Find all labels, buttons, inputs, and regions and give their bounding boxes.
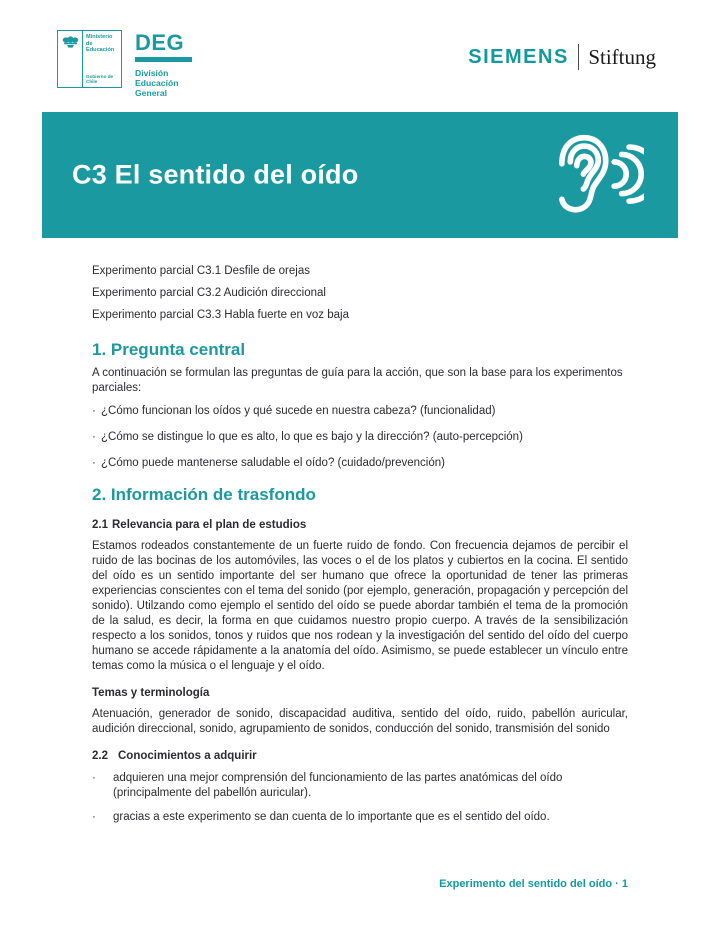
subsection-2-1-paragraph: Estamos rodeados constantemente de un fuerte ruido de fondo. Con frecuencia dejamos de percibir el ruido de las bocinas de los automóviles, las voces o el de los platos y cubiertos en la cocina. El sentido del oído es un sentido importante del ser humano que ofrece la oportunidad de tener las primeras experiencias conscientes con el tema del sonido (por ejemplo, generación, propagación y percepción del sonido). Utilzando como ejemplo el sentido del oído se puede abordar también el tema de la promoción de la salud, es decir, la forma en que cuidamos nuestro propio cuerpo. A través de la sensibilización respecto a los sonidos, tonos y ruidos que nos rodean y la investigación del sentido del oído del cuerpo humano se accede rápidamente a la anatomía del oído. Asimismo, se puede establecer un vínculo entre temas como la música o el lenguaje y el oído. [92,540,628,672]
deg-division-label [135,68,192,98]
bullet-marker: · [92,431,96,443]
deg-label-line3: General [135,87,168,98]
logo-divider [578,44,580,70]
title-banner [42,112,678,238]
question-text: ¿Cómo funcionan los oídos y qué sucede en nuestra cabeza? (funcionalidad) [101,405,496,417]
subsection-number: 2.1 [92,519,108,531]
knowledge-text: gracias a este experimento se dan cuenta de lo importante que es el sentido del oído. [113,811,550,823]
section-1-heading: 1. Pregunta central [92,340,246,359]
ministry-logo-left-column [58,31,83,87]
knowledge-bullet-list [92,771,628,825]
subsection-2-2-heading [92,749,628,764]
terms-paragraph: Atenuación, generador de sonido, discapacidad auditiva, sentido del oído, ruido, pabellón auricular, audición direccional, sonido, agrupamiento de sonidos, conducción del sonido, transmisión del sonido [92,708,628,735]
deg-label-line1: División [135,67,169,78]
page-title: C3 El sentido del oído [72,159,359,190]
list-item [92,771,628,800]
subsection-number: 2.2 [92,750,108,762]
bullet-marker: · [92,772,96,784]
deg-logo [135,32,192,98]
bullet-marker: · [92,457,96,469]
deg-underline-bar [135,57,192,62]
bullet-marker: · [92,811,96,823]
document-body [92,260,628,835]
subsection-title: Conocimientos a adquirir [118,750,257,762]
ministry-name [86,34,120,54]
experiment-item: Experimento parcial C3.1 Desfile de orejas [92,265,310,277]
deg-acronym: DEG [135,30,185,55]
list-item [92,430,628,445]
question-text: ¿Cómo puede mantenerse saludable el oído? (cuidado/prevención) [101,457,445,469]
experiment-list [92,260,628,326]
list-item [92,456,628,471]
page-footer: Experimento del sentido del oído · 1 [439,878,628,890]
ear-with-sound-waves-icon [532,127,644,228]
experiment-item: Experimento parcial C3.2 Audición direccional [92,287,326,299]
ministry-of-education-logo [57,30,122,88]
section-2-heading: 2. Información de trasfondo [92,485,316,504]
stiftung-wordmark: Stiftung [588,44,656,69]
deg-label-line2: Educación [135,77,179,88]
terms-heading: Temas y terminología [92,687,210,699]
subsection-title: Relevancia para el plan de estudios [112,519,307,531]
chile-coat-of-arms-icon [62,34,79,49]
section-1-intro: A continuación se formulan las preguntas de guía para la acción, que son la base para los experimentos parciales: [92,367,623,394]
ministry-name-line1: Ministerio de [86,34,113,47]
list-item [92,404,628,419]
question-text: ¿Cómo se distingue lo que es alto, lo que es bajo y la dirección? (auto-percepción) [101,431,523,443]
subsection-2-1-heading [92,518,628,533]
government-of-chile-label: Gobierno de Chile [86,74,114,84]
list-item [92,810,628,825]
bullet-marker: · [92,405,96,417]
experiment-item: Experimento parcial C3.3 Habla fuerte en voz baja [92,309,349,321]
siemens-wordmark: SIEMENS [468,45,569,68]
siemens-stiftung-logo [468,44,656,70]
ministry-name-line2: Educación [86,47,115,54]
question-bullet-list [92,404,628,471]
knowledge-text: adquieren una mejor comprensión del funcionamiento de las partes anatómicas del oído (principalmente del pabellón auricular). [113,772,563,799]
ministry-logo-text-column [83,31,121,87]
